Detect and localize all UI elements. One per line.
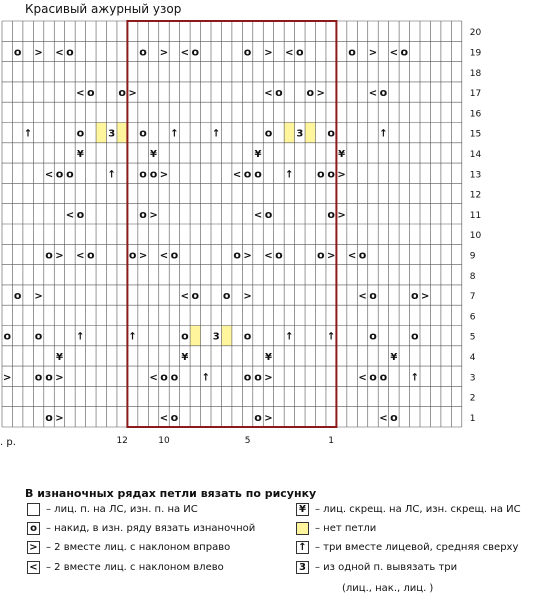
- row-number: 1: [469, 413, 476, 424]
- stitch-symbol: >: [128, 88, 137, 100]
- stitch-symbol: >: [337, 169, 346, 181]
- stitch-symbol: >: [3, 372, 12, 384]
- stitch-symbol: o: [191, 45, 200, 59]
- legend-title: В изнаночных рядах петли вязать по рисунку: [25, 487, 317, 500]
- stitch-symbol: o: [170, 248, 179, 262]
- stitch-symbol: <: [44, 169, 54, 181]
- stitch-symbol: o: [400, 45, 409, 59]
- stitch-symbol: <: [368, 88, 378, 100]
- stitch-symbol: <: [180, 291, 190, 303]
- row-number: 8: [469, 271, 476, 282]
- stitch-symbol: <: [65, 209, 75, 221]
- stitch-symbol: <: [180, 47, 190, 59]
- stitch-symbol: >: [337, 209, 346, 221]
- stitch-symbol: o: [3, 329, 12, 343]
- legend-yarn-over-text: – накид, в изн. ряду вязать изнаночной: [46, 523, 256, 534]
- row-number: 20: [469, 28, 482, 39]
- legend-k2tog-right-text: – 2 вместе лиц. с наклоном вправо: [46, 542, 231, 553]
- knit-symbol-icon: [27, 503, 40, 516]
- stitch-symbol: <: [347, 250, 357, 262]
- stitch-symbol: ¥: [55, 351, 63, 363]
- legend-k2tog-left: [27, 561, 224, 574]
- stitch-symbol: ↑: [285, 331, 294, 343]
- stitch-symbol: <: [264, 250, 273, 262]
- stitch-symbol: >: [34, 47, 43, 59]
- row-number: 10: [469, 231, 482, 242]
- stitch-symbol: o: [34, 329, 43, 343]
- stitch-symbol: o: [45, 370, 53, 384]
- stitch-symbol: >: [159, 47, 169, 59]
- stitch-symbol: o: [327, 207, 335, 221]
- legend-yarn-over: [27, 522, 255, 535]
- stitch-number: 12: [116, 436, 128, 446]
- stitch-symbol: o: [254, 370, 262, 384]
- stitch-symbol: o: [264, 126, 273, 140]
- stitch-symbol: o: [128, 248, 137, 262]
- stitch-symbol: <: [253, 209, 263, 221]
- stitch-symbol: ↑: [128, 331, 137, 343]
- stitch-symbol: o: [139, 167, 147, 181]
- stitch-symbol: o: [369, 289, 377, 303]
- stitch-number: 5: [244, 436, 251, 446]
- row-number: 2: [469, 393, 476, 404]
- stitch-symbol: o: [254, 410, 262, 424]
- legend-make-three: [296, 561, 457, 574]
- legend-no-stitch: [296, 522, 376, 535]
- legend-no-stitch-text: – нет петли: [315, 523, 377, 534]
- make-three-icon: 3: [296, 561, 309, 574]
- stitch-symbol: ↑: [212, 128, 221, 140]
- stitch-symbol: o: [76, 207, 85, 221]
- stitch-symbol: >: [34, 291, 43, 303]
- stitch-symbol: <: [76, 250, 85, 262]
- stitch-symbol: ¥: [338, 148, 346, 160]
- stitch-symbol: <: [159, 250, 169, 262]
- stitch-symbol: o: [87, 248, 95, 262]
- stitch-symbol: o: [410, 329, 419, 343]
- legend-three-together-text: – три вместе лицевой, средняя сверху: [315, 542, 519, 553]
- legend-three-together: [296, 541, 518, 554]
- right-decrease-icon: >: [27, 541, 40, 554]
- legend-footnote: (лиц., нак., лиц. ): [342, 583, 434, 594]
- stitch-symbol: o: [170, 370, 179, 384]
- stitch-symbol: 3: [296, 128, 304, 140]
- stitch-number: 10: [158, 436, 170, 446]
- stitch-symbol: <: [358, 291, 367, 303]
- stitch-symbol: ¥: [254, 148, 262, 160]
- stitch-symbol: o: [243, 167, 252, 181]
- stitch-symbol: ↑: [410, 372, 419, 384]
- stitch-symbol: o: [327, 126, 335, 140]
- stitch-symbol: o: [316, 248, 325, 262]
- no-stitch-cell: [305, 123, 315, 143]
- stitch-symbol: o: [170, 410, 179, 424]
- row-number: 17: [469, 89, 482, 100]
- stitch-symbol: o: [34, 370, 43, 384]
- legend-twisted: [296, 503, 521, 516]
- stitch-symbol: ↑: [201, 372, 210, 384]
- stitch-symbol: >: [264, 412, 273, 424]
- stitch-symbol: ↑: [76, 331, 85, 343]
- stitch-number: 1: [328, 436, 335, 446]
- stitch-symbol: o: [254, 167, 262, 181]
- stitch-symbol: o: [316, 167, 325, 181]
- stitch-symbol: <: [232, 169, 242, 181]
- arrow-up-icon: ↑: [296, 541, 309, 554]
- stitch-symbol: >: [55, 372, 64, 384]
- stitch-symbol: ↑: [326, 331, 336, 343]
- stitch-symbol: >: [159, 169, 169, 181]
- row-number: 15: [469, 129, 482, 140]
- stitch-symbol: ¥: [76, 148, 84, 160]
- row-number: 5: [469, 332, 476, 343]
- stitch-symbol: >: [264, 47, 273, 59]
- yarn-over-icon: o: [27, 522, 40, 535]
- stitch-symbol: ↑: [23, 128, 33, 140]
- stitch-symbol: o: [348, 45, 356, 59]
- stitch-symbol: o: [390, 410, 398, 424]
- stitch-symbol: ¥: [150, 148, 158, 160]
- chart-title: Красивый ажурный узор: [25, 2, 182, 16]
- legend-knit-text: – лиц. п. на ЛС, изн. п. на ИС: [46, 504, 198, 515]
- stitch-symbol: o: [275, 248, 283, 262]
- stitch-symbol: o: [118, 86, 126, 100]
- no-stitch-cell: [190, 326, 200, 346]
- stitch-symbol: o: [76, 126, 85, 140]
- stitch-symbol: >: [55, 412, 64, 424]
- stitch-symbol: ↑: [107, 169, 116, 181]
- stitch-symbol: o: [243, 370, 252, 384]
- edge-label: . р.: [0, 437, 16, 448]
- no-stitch-icon: [296, 522, 309, 535]
- stitch-symbol: o: [139, 45, 147, 59]
- stitch-symbol: o: [149, 167, 158, 181]
- stitch-symbol: o: [296, 45, 304, 59]
- stitch-symbol: >: [421, 291, 430, 303]
- stitch-symbol: o: [139, 126, 147, 140]
- row-number: 14: [469, 149, 482, 160]
- stitch-symbol: >: [138, 250, 148, 262]
- stitch-symbol: <: [264, 88, 273, 100]
- stitch-symbol: o: [327, 167, 335, 181]
- stitch-symbol: o: [358, 248, 367, 262]
- row-number: 9: [469, 251, 476, 262]
- stitch-symbol: >: [326, 250, 336, 262]
- stitch-symbol: <: [389, 47, 399, 59]
- no-stitch-cell: [221, 326, 231, 346]
- stitch-symbol: 3: [212, 331, 220, 343]
- stitch-symbol: o: [160, 370, 168, 384]
- row-number: 11: [469, 210, 482, 221]
- legend-k2tog-left-text: – 2 вместе лиц. с наклоном влево: [46, 562, 224, 573]
- stitch-symbol: 3: [108, 128, 116, 140]
- stitch-symbol: <: [149, 372, 158, 384]
- stitch-symbol: o: [379, 86, 388, 100]
- row-number: 18: [469, 68, 482, 79]
- stitch-symbol: ¥: [181, 351, 189, 363]
- stitch-symbol: o: [181, 329, 189, 343]
- row-number: 6: [469, 312, 476, 323]
- stitch-symbol: o: [275, 86, 283, 100]
- stitch-symbol: o: [369, 370, 377, 384]
- stitch-symbol: o: [191, 289, 200, 303]
- row-number: 13: [469, 170, 482, 181]
- stitch-symbol: ¥: [264, 351, 272, 363]
- stitch-symbol: >: [368, 47, 378, 59]
- stitch-symbol: <: [76, 88, 85, 100]
- stitch-symbol: ¥: [390, 351, 398, 363]
- stitch-symbol: o: [66, 45, 74, 59]
- stitch-symbol: o: [66, 167, 74, 181]
- stitch-symbol: o: [55, 167, 64, 181]
- legend-k2tog-right: [27, 541, 230, 554]
- stitch-symbol: <: [55, 47, 64, 59]
- stitch-symbol: ↑: [379, 128, 388, 140]
- stitch-symbol: o: [13, 45, 22, 59]
- stitch-symbol: o: [139, 207, 147, 221]
- legend-make-three-text: – из одной п. вывязать три: [315, 562, 458, 573]
- stitch-symbol: o: [410, 289, 419, 303]
- row-number: 19: [469, 48, 482, 59]
- stitch-symbol: >: [55, 250, 64, 262]
- stitch-symbol: o: [233, 248, 241, 262]
- stitch-symbol: >: [264, 372, 273, 384]
- stitch-symbol: o: [264, 207, 273, 221]
- no-stitch-cell: [96, 123, 106, 143]
- stitch-symbol: o: [243, 45, 252, 59]
- stitch-symbol: o: [369, 329, 377, 343]
- row-number: 16: [469, 109, 482, 120]
- stitch-symbol: ↑: [170, 128, 179, 140]
- stitch-symbol: <: [159, 412, 169, 424]
- stitch-symbol: >: [243, 250, 252, 262]
- stitch-symbol: >: [316, 88, 325, 100]
- stitch-symbol: >: [149, 209, 158, 221]
- stitch-symbol: o: [45, 410, 53, 424]
- stitch-symbol: <: [285, 47, 294, 59]
- stitch-symbol: o: [306, 86, 315, 100]
- row-number: 12: [469, 190, 482, 201]
- stitch-symbol: ↑: [285, 169, 294, 181]
- stitch-symbol: o: [13, 289, 22, 303]
- twisted-stitch-icon: ¥: [296, 503, 309, 516]
- row-number: 3: [469, 373, 476, 384]
- no-stitch-cell: [117, 123, 127, 143]
- legend-knit: [27, 503, 198, 516]
- stitch-symbol: o: [243, 329, 252, 343]
- row-number: 7: [469, 292, 476, 303]
- stitch-symbol: o: [222, 289, 231, 303]
- stitch-symbol: <: [358, 372, 367, 384]
- no-stitch-cell: [284, 123, 294, 143]
- stitch-symbol: o: [87, 86, 95, 100]
- legend-twisted-text: – лиц. скрещ. на ЛС, изн. скрещ. на ИС: [315, 504, 521, 515]
- left-decrease-icon: <: [27, 561, 40, 574]
- stitch-symbol: o: [379, 370, 388, 384]
- stitch-symbol: <: [379, 412, 388, 424]
- stitch-symbol: o: [45, 248, 53, 262]
- stitch-symbol: >: [243, 291, 252, 303]
- row-number: 4: [469, 352, 476, 363]
